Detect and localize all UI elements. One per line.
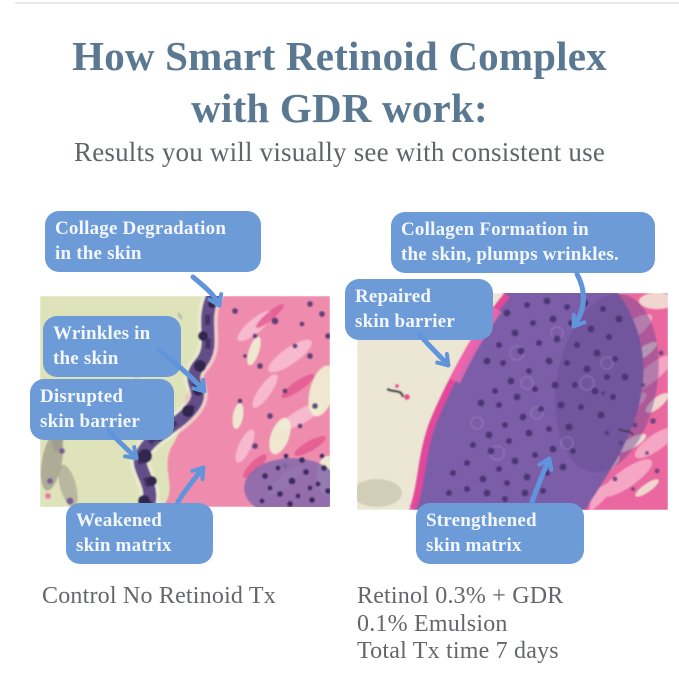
callout-text-line: skin matrix (76, 534, 172, 556)
callout-text-line: skin barrier (355, 310, 456, 332)
right-caption-line-2: 0.1% Emulsion (357, 610, 508, 637)
title-line-1: How Smart Retinoid Complex (72, 33, 607, 79)
header (0, 30, 679, 168)
page-subtitle: Results you will visually see with consistent use (73, 136, 605, 167)
callout-text-line: Strengthened (426, 510, 537, 531)
callout-text-line: Disrupted (40, 386, 124, 407)
callout-weakened-matrix (66, 503, 213, 564)
callout-collagen-degradation (45, 211, 261, 272)
callout-disrupted-barrier (30, 379, 174, 440)
callout-text-line: the skin, plumps wrinkles. (401, 243, 619, 265)
callout-wrinkles (43, 316, 181, 377)
right-caption (357, 583, 563, 666)
callout-text-line: in the skin (55, 242, 142, 264)
callout-text-line: skin matrix (426, 534, 522, 556)
callout-text-line: skin barrier (40, 410, 141, 432)
callout-repaired-barrier (345, 279, 493, 340)
callout-text-line: the skin (53, 347, 119, 369)
right-caption-line-3: Total Tx time 7 days (357, 638, 559, 665)
right-caption-line-1: Retinol 0.3% + GDR (357, 583, 564, 609)
callout-collagen-formation (391, 212, 655, 273)
callout-strengthened-matrix (416, 503, 584, 564)
title-line-2: with GDR work: (191, 85, 488, 132)
callout-text-line: Collagen Formation in (401, 219, 589, 240)
callout-text-line: Collage Degradation (55, 218, 227, 239)
page-title (0, 30, 679, 135)
callout-text-line: Wrinkles in (53, 323, 151, 344)
callout-text-line: Weakened (76, 510, 163, 531)
top-hairline (15, 2, 679, 4)
callout-text-line: Repaired (355, 286, 432, 307)
left-caption: Control No Retinoid Tx (42, 583, 276, 609)
